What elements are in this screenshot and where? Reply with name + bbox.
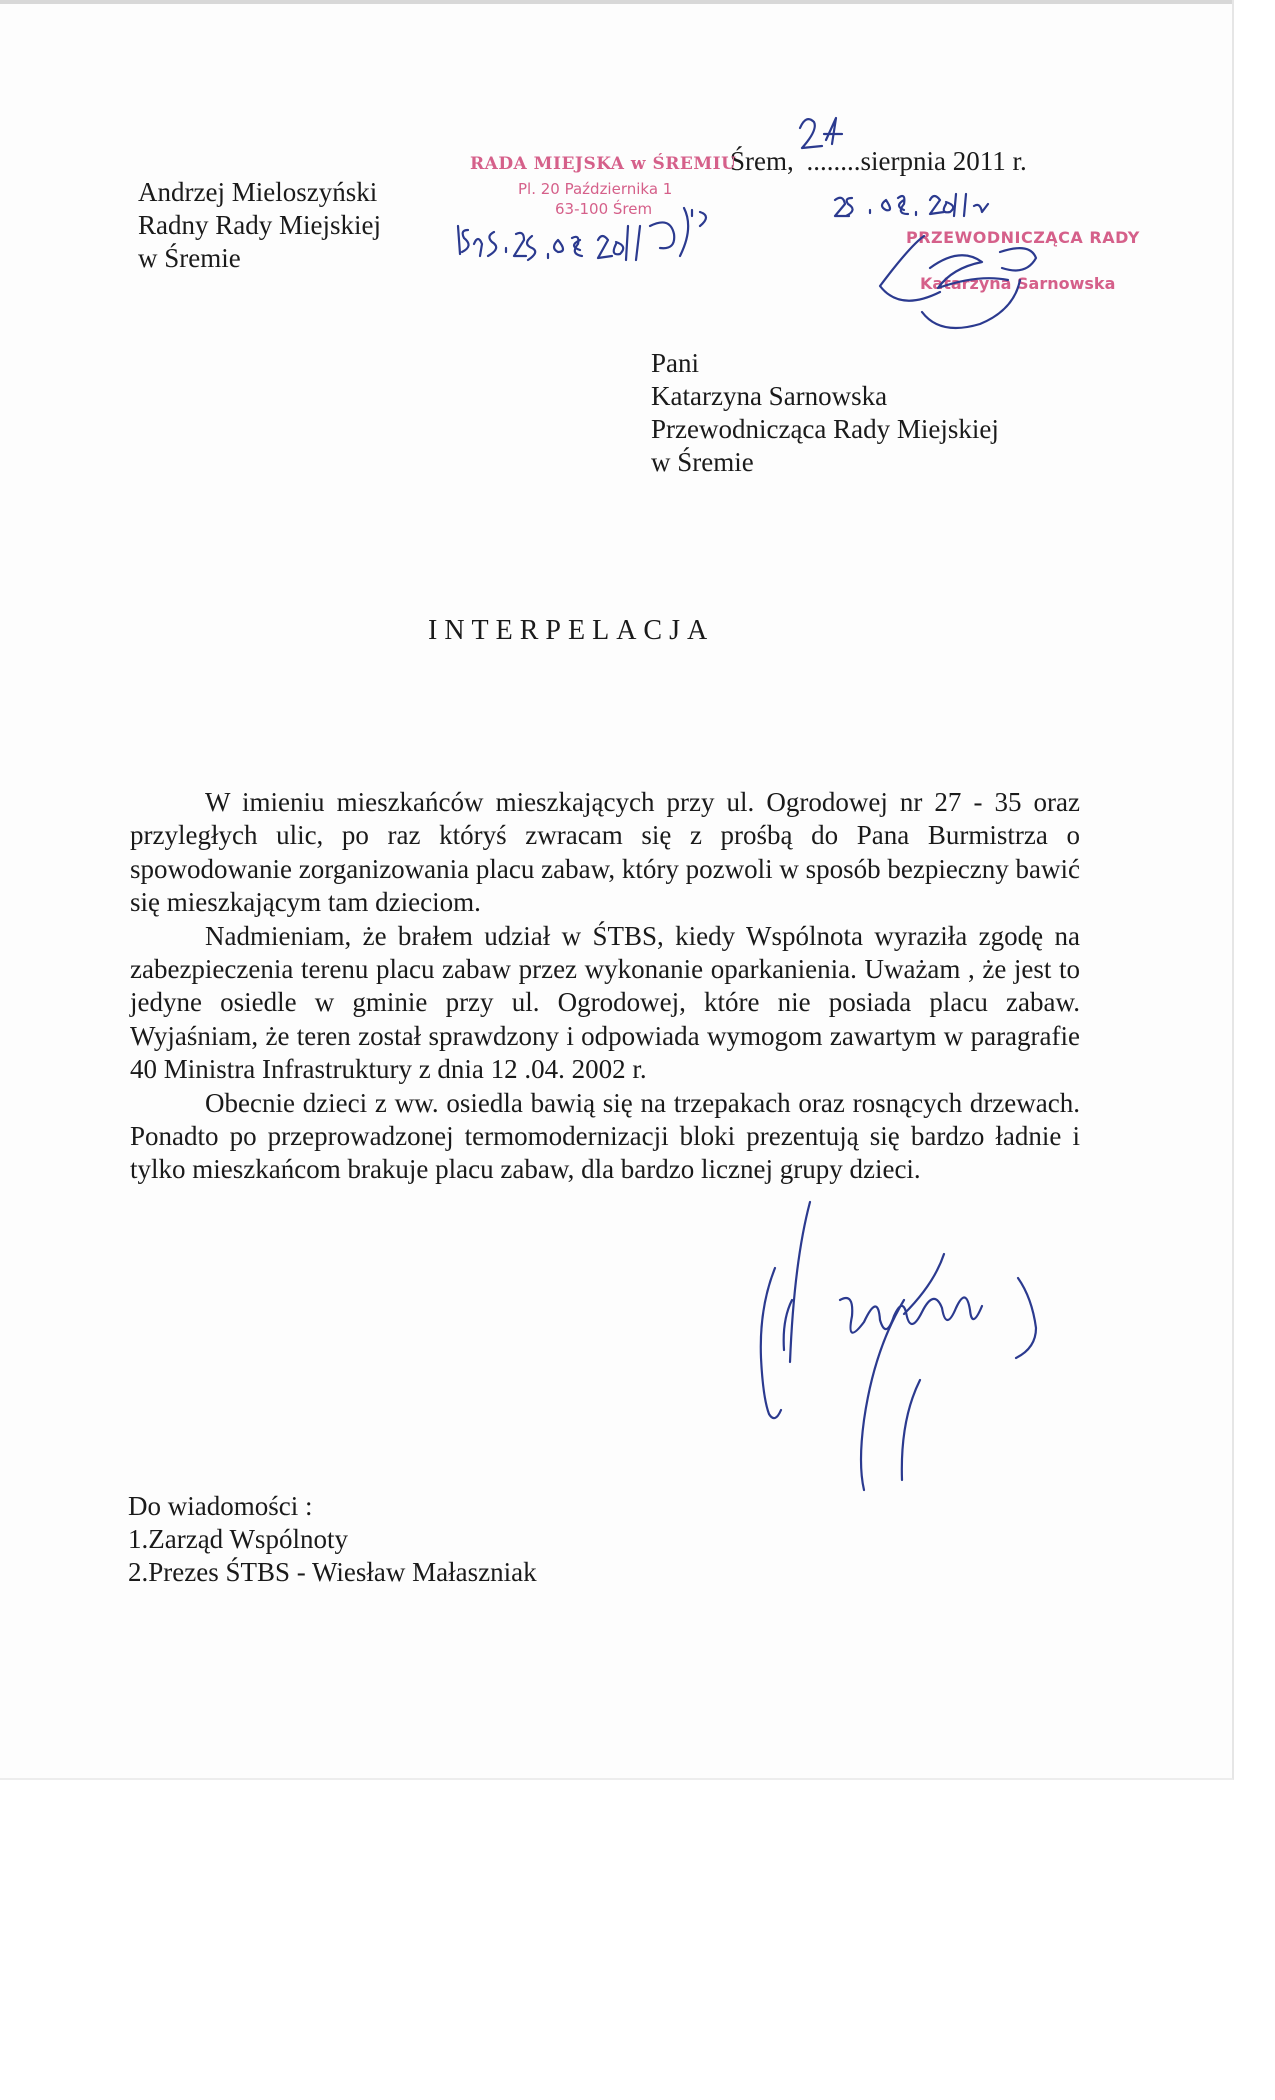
place-date — [730, 145, 1027, 178]
stamp-chair-line1: PRZEWODNICZĄCA RADY — [906, 228, 1140, 247]
recipient-salutation: Pani — [651, 348, 700, 378]
letter-body — [130, 786, 1080, 1187]
place-date-rest: sierpnia 2011 r. — [860, 146, 1027, 176]
cc-label: Do wiadomości : — [128, 1491, 313, 1521]
stamp-city-line1: RADA MIEJSKA w ŚREMIU — [470, 154, 737, 174]
sender-title: Radny Rady Miejskiej — [138, 210, 381, 240]
cc-item-1: 1.Zarząd Wspólnoty — [128, 1524, 348, 1554]
cc-item-2: 2.Prezes ŚTBS - Wiesław Małaszniak — [128, 1557, 537, 1587]
stamp-chair-line2: Katarzyna Sarnowska — [920, 274, 1116, 293]
stamp-city-line3: 63-100 Śrem — [555, 200, 653, 218]
body-paragraph-1: W imieniu mieszkańców mieszkających przy ul. Ogrodowej nr 27 - 35 oraz przyległych ulic, po raz któryś zwracam się z prośbą do Pana Burmistrza o spowodowanie zorganizowania placu zabaw, który pozwoli w sposób bezpieczny bawić się mieszkającym tam dzieciom. — [130, 787, 1080, 918]
document-heading: INTERPELACJA — [428, 615, 715, 646]
cc-block — [128, 1490, 537, 1589]
body-paragraph-3: Obecnie dzieci z ww. osiedla bawią się na trzepakach oraz rosnących drzewach. Ponadto po przeprowadzonej termomodernizacji bloki prezentują się bardzo ładnie i tylko mieszkańcom brakuje placu zabaw, dla bardzo licznej grupy dzieci. — [130, 1087, 1080, 1185]
scan-edge — [0, 0, 1232, 4]
place-date-prefix: Śrem, — [730, 146, 794, 176]
sender-place: w Śremie — [138, 243, 241, 273]
body-paragraph-2: Nadmieniam, że brałem udział w ŚTBS, kiedy Wspólnota wyraziła zgodę na zabezpieczenia terenu placu zabaw przez wykonanie oparkanienia. Uważam , że jest to jedyne osiedle w gminie przy ul. Ogrodowej, które nie posiada placu zabaw. Wyjaśniam, że teren został sprawdzony i odpowiada wymogom zawartym w paragrafie 40 Ministra Infrastruktury z dnia 12 .04. 2002 r. — [130, 920, 1080, 1085]
sender-block — [138, 176, 381, 275]
recipient-place: w Śremie — [651, 447, 754, 477]
recipient-block — [651, 347, 999, 479]
stamp-city-line2: Pl. 20 Października 1 — [518, 180, 673, 198]
recipient-name: Katarzyna Sarnowska — [651, 381, 888, 411]
place-date-dots: ........ — [806, 146, 861, 176]
recipient-title: Przewodnicząca Rady Miejskiej — [651, 414, 999, 444]
sender-name: Andrzej Mieloszyński — [138, 177, 378, 207]
